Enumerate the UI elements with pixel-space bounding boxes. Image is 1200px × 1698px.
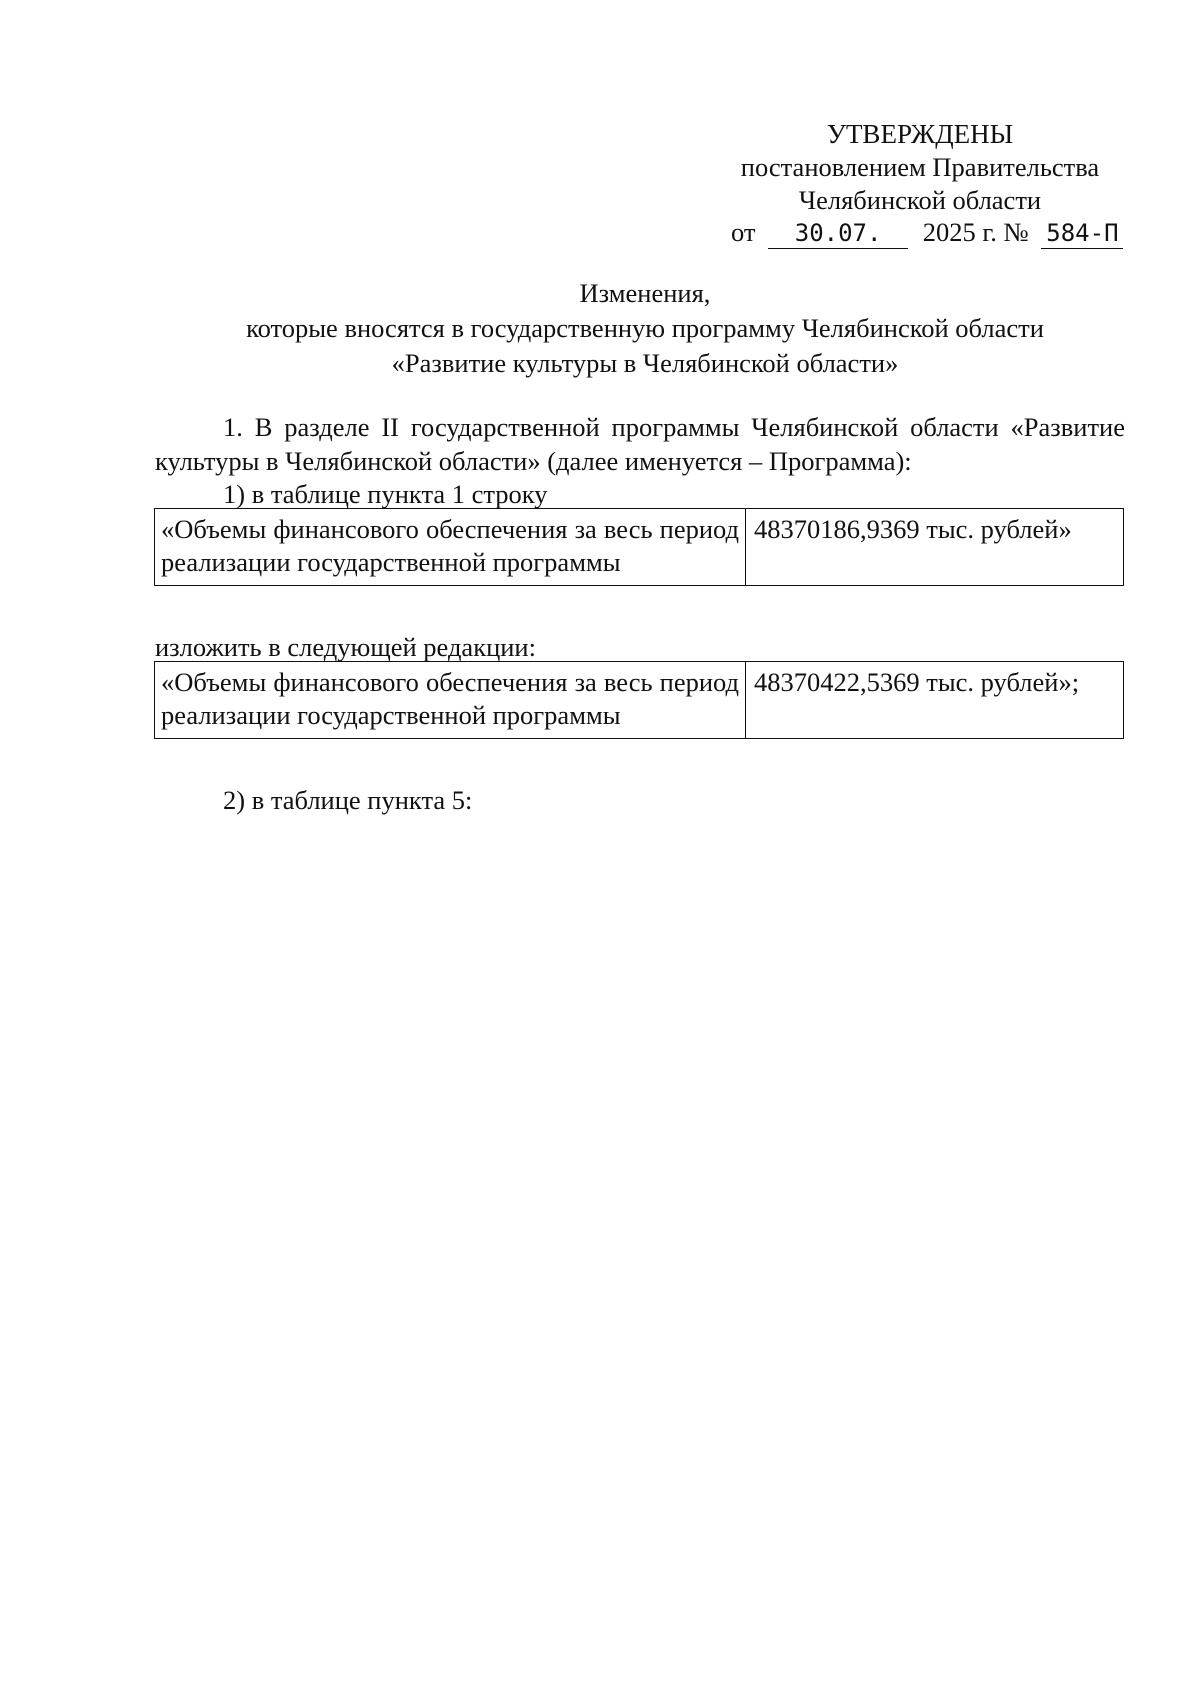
new-row-table (154, 661, 1124, 739)
heading-line-2: которые вносятся в государственную программу Челябинской области (246, 313, 1044, 343)
table-cell-label: «Объемы финансового обеспечения за весь период реализации государственной программы (155, 509, 746, 586)
old-row-table (154, 508, 1124, 586)
approval-title: УТВЕРЖДЕНЫ (826, 119, 1014, 149)
table-row (155, 509, 1124, 586)
decree-date-field: 30.07. (768, 218, 908, 249)
paragraph-1: 1. В разделе II государственной программы Челябинской области «Развитие культуры в Челябинской области» (далее именуется – Программа): (155, 412, 1125, 476)
date-prefix: от (731, 217, 756, 247)
approval-line-2: Челябинской области (798, 185, 1042, 215)
document-heading (150, 277, 1140, 382)
heading-line-1: Изменения, (579, 278, 711, 308)
approval-line-1: постановлением Правительства (740, 152, 1100, 182)
table-row (155, 662, 1124, 739)
table-cell-value: 48370186,9369 тыс. рублей» (746, 509, 1124, 586)
decree-number-field: 584-П (1041, 218, 1123, 249)
replace-instruction: изложить в следующей редакции: (155, 632, 536, 662)
subitem-2: 2) в таблице пункта 5: (223, 785, 473, 815)
table-cell-label: «Объемы финансового обеспечения за весь период реализации государственной программы (155, 662, 746, 739)
approval-block (700, 118, 1140, 217)
table-cell-value: 48370422,5369 тыс. рублей»; (746, 662, 1124, 739)
decree-year-text: 2025 г. № (922, 217, 1029, 247)
approval-date-line (731, 216, 1123, 252)
subitem-1: 1) в таблице пункта 1 строку (223, 479, 548, 509)
heading-line-3: «Развитие культуры в Челябинской области» (391, 348, 899, 378)
